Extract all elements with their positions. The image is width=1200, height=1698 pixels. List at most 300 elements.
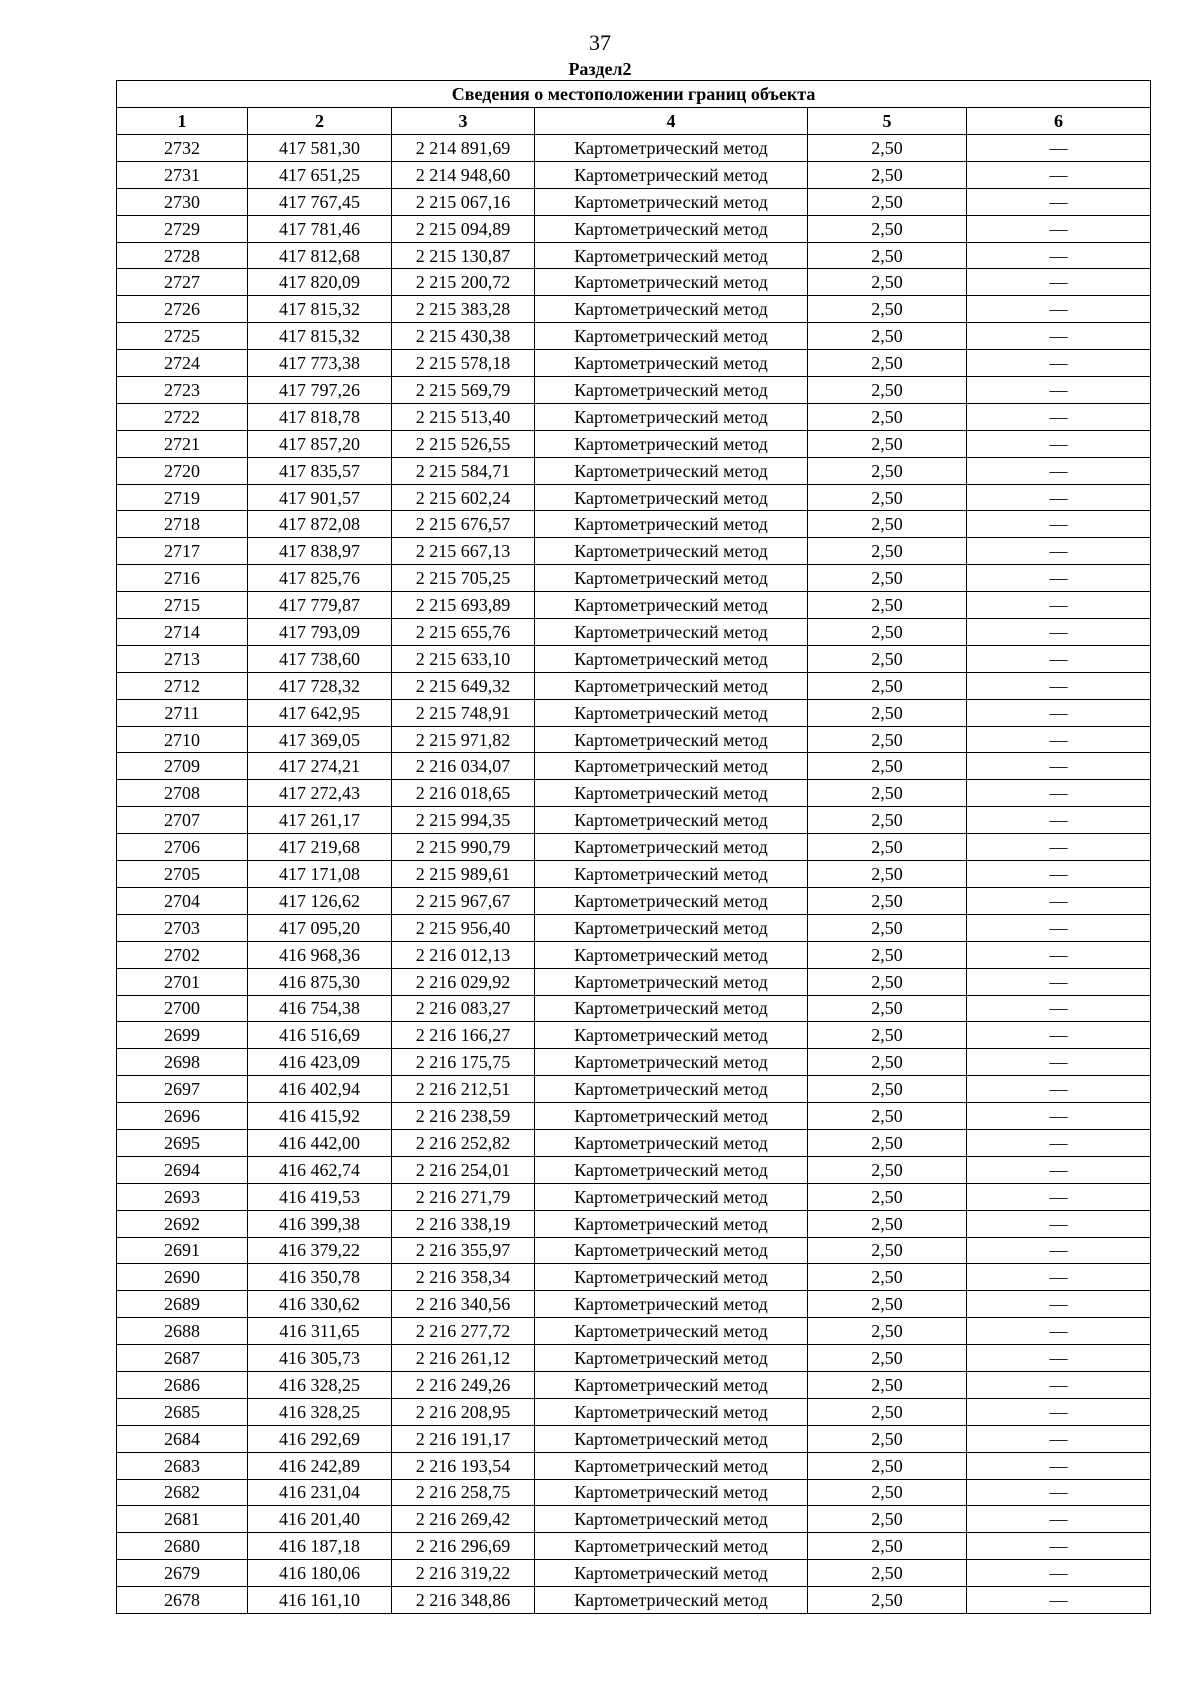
table-caption: Сведения о местоположении границ объекта — [117, 81, 1151, 108]
point-number-cell: 2691 — [117, 1237, 248, 1264]
table-row — [117, 753, 1151, 780]
accuracy-cell: 2,50 — [808, 1452, 967, 1479]
y-coordinate-cell: 2 216 034,07 — [392, 753, 535, 780]
point-number-cell: 2713 — [117, 645, 248, 672]
note-cell: — — [967, 511, 1151, 538]
table-row — [117, 1318, 1151, 1345]
point-number-cell: 2678 — [117, 1587, 248, 1614]
table-row — [117, 1103, 1151, 1130]
accuracy-cell: 2,50 — [808, 1049, 967, 1076]
note-cell: — — [967, 1479, 1151, 1506]
x-coordinate-cell: 416 423,09 — [248, 1049, 392, 1076]
accuracy-cell: 2,50 — [808, 1533, 967, 1560]
x-coordinate-cell: 417 779,87 — [248, 592, 392, 619]
point-number-cell: 2682 — [117, 1479, 248, 1506]
x-coordinate-cell: 416 187,18 — [248, 1533, 392, 1560]
x-coordinate-cell: 417 872,08 — [248, 511, 392, 538]
accuracy-cell: 2,50 — [808, 1183, 967, 1210]
accuracy-cell: 2,50 — [808, 968, 967, 995]
table-row — [117, 457, 1151, 484]
note-cell: — — [967, 834, 1151, 861]
method-cell: Картометрический метод — [535, 215, 808, 242]
point-number-cell: 2717 — [117, 538, 248, 565]
y-coordinate-cell: 2 215 649,32 — [392, 672, 535, 699]
point-number-cell: 2692 — [117, 1210, 248, 1237]
accuracy-cell: 2,50 — [808, 1560, 967, 1587]
accuracy-cell: 2,50 — [808, 1103, 967, 1130]
y-coordinate-cell: 2 216 358,34 — [392, 1264, 535, 1291]
accuracy-cell: 2,50 — [808, 1264, 967, 1291]
method-cell: Картометрический метод — [535, 1318, 808, 1345]
method-cell: Картометрический метод — [535, 1345, 808, 1372]
y-coordinate-cell: 2 216 271,79 — [392, 1183, 535, 1210]
y-coordinate-cell: 2 215 967,67 — [392, 887, 535, 914]
table-row — [117, 672, 1151, 699]
note-cell: — — [967, 377, 1151, 404]
accuracy-cell: 2,50 — [808, 807, 967, 834]
note-cell: — — [967, 269, 1151, 296]
y-coordinate-cell: 2 216 193,54 — [392, 1452, 535, 1479]
method-cell: Картометрический метод — [535, 672, 808, 699]
note-cell: — — [967, 887, 1151, 914]
method-cell: Картометрический метод — [535, 538, 808, 565]
y-coordinate-cell: 2 216 269,42 — [392, 1506, 535, 1533]
note-cell: — — [967, 296, 1151, 323]
y-coordinate-cell: 2 215 748,91 — [392, 699, 535, 726]
table-row — [117, 215, 1151, 242]
x-coordinate-cell: 416 379,22 — [248, 1237, 392, 1264]
y-coordinate-cell: 2 215 513,40 — [392, 403, 535, 430]
note-cell: — — [967, 1533, 1151, 1560]
method-cell: Картометрический метод — [535, 1452, 808, 1479]
accuracy-cell: 2,50 — [808, 1291, 967, 1318]
accuracy-cell: 2,50 — [808, 403, 967, 430]
point-number-cell: 2723 — [117, 377, 248, 404]
y-coordinate-cell: 2 216 012,13 — [392, 941, 535, 968]
method-cell: Картометрический метод — [535, 1371, 808, 1398]
method-cell: Картометрический метод — [535, 645, 808, 672]
note-cell: — — [967, 753, 1151, 780]
note-cell: — — [967, 350, 1151, 377]
y-coordinate-cell: 2 215 584,71 — [392, 457, 535, 484]
method-cell: Картометрический метод — [535, 430, 808, 457]
accuracy-cell: 2,50 — [808, 457, 967, 484]
x-coordinate-cell: 416 311,65 — [248, 1318, 392, 1345]
method-cell: Картометрический метод — [535, 1237, 808, 1264]
method-cell: Картометрический метод — [535, 1587, 808, 1614]
accuracy-cell: 2,50 — [808, 1345, 967, 1372]
column-header: 3 — [392, 108, 535, 135]
table-caption-row — [117, 81, 1151, 108]
point-number-cell: 2719 — [117, 484, 248, 511]
note-cell: — — [967, 430, 1151, 457]
table-body — [117, 135, 1151, 1614]
x-coordinate-cell: 417 274,21 — [248, 753, 392, 780]
table-row — [117, 995, 1151, 1022]
table-row — [117, 1237, 1151, 1264]
x-coordinate-cell: 416 419,53 — [248, 1183, 392, 1210]
point-number-cell: 2718 — [117, 511, 248, 538]
method-cell: Картометрический метод — [535, 941, 808, 968]
accuracy-cell: 2,50 — [808, 726, 967, 753]
table-row — [117, 1076, 1151, 1103]
method-cell: Картометрический метод — [535, 323, 808, 350]
note-cell: — — [967, 215, 1151, 242]
accuracy-cell: 2,50 — [808, 188, 967, 215]
note-cell: — — [967, 699, 1151, 726]
table-row — [117, 377, 1151, 404]
accuracy-cell: 2,50 — [808, 672, 967, 699]
table-row — [117, 484, 1151, 511]
table-row — [117, 1022, 1151, 1049]
accuracy-cell: 2,50 — [808, 834, 967, 861]
point-number-cell: 2704 — [117, 887, 248, 914]
x-coordinate-cell: 416 242,89 — [248, 1452, 392, 1479]
method-cell: Картометрический метод — [535, 861, 808, 888]
y-coordinate-cell: 2 216 175,75 — [392, 1049, 535, 1076]
column-header: 6 — [967, 108, 1151, 135]
x-coordinate-cell: 417 651,25 — [248, 161, 392, 188]
method-cell: Картометрический метод — [535, 592, 808, 619]
table-row — [117, 941, 1151, 968]
method-cell: Картометрический метод — [535, 699, 808, 726]
note-cell: — — [967, 619, 1151, 646]
point-number-cell: 2725 — [117, 323, 248, 350]
y-coordinate-cell: 2 216 018,65 — [392, 780, 535, 807]
point-number-cell: 2683 — [117, 1452, 248, 1479]
y-coordinate-cell: 2 215 633,10 — [392, 645, 535, 672]
accuracy-cell: 2,50 — [808, 565, 967, 592]
note-cell: — — [967, 1291, 1151, 1318]
method-cell: Картометрический метод — [535, 1398, 808, 1425]
x-coordinate-cell: 417 793,09 — [248, 619, 392, 646]
method-cell: Картометрический метод — [535, 135, 808, 162]
accuracy-cell: 2,50 — [808, 753, 967, 780]
note-cell: — — [967, 323, 1151, 350]
table-row — [117, 1371, 1151, 1398]
boundary-coordinates-table — [116, 80, 1151, 1614]
point-number-cell: 2722 — [117, 403, 248, 430]
accuracy-cell: 2,50 — [808, 511, 967, 538]
method-cell: Картометрический метод — [535, 780, 808, 807]
y-coordinate-cell: 2 214 948,60 — [392, 161, 535, 188]
point-number-cell: 2708 — [117, 780, 248, 807]
note-cell: — — [967, 726, 1151, 753]
method-cell: Картометрический метод — [535, 1183, 808, 1210]
table-row — [117, 161, 1151, 188]
accuracy-cell: 2,50 — [808, 1318, 967, 1345]
note-cell: — — [967, 1103, 1151, 1130]
accuracy-cell: 2,50 — [808, 1076, 967, 1103]
table-row — [117, 807, 1151, 834]
note-cell: — — [967, 135, 1151, 162]
y-coordinate-cell: 2 216 319,22 — [392, 1560, 535, 1587]
note-cell: — — [967, 1210, 1151, 1237]
note-cell: — — [967, 1587, 1151, 1614]
y-coordinate-cell: 2 216 254,01 — [392, 1156, 535, 1183]
y-coordinate-cell: 2 216 296,69 — [392, 1533, 535, 1560]
method-cell: Картометрический метод — [535, 161, 808, 188]
x-coordinate-cell: 417 818,78 — [248, 403, 392, 430]
accuracy-cell: 2,50 — [808, 1587, 967, 1614]
y-coordinate-cell: 2 215 676,57 — [392, 511, 535, 538]
accuracy-cell: 2,50 — [808, 887, 967, 914]
table-row — [117, 834, 1151, 861]
table-header-row — [117, 108, 1151, 135]
table-row — [117, 296, 1151, 323]
x-coordinate-cell: 416 330,62 — [248, 1291, 392, 1318]
table-row — [117, 726, 1151, 753]
table-row — [117, 242, 1151, 269]
table-row — [117, 565, 1151, 592]
accuracy-cell: 2,50 — [808, 914, 967, 941]
method-cell: Картометрический метод — [535, 1264, 808, 1291]
y-coordinate-cell: 2 215 526,55 — [392, 430, 535, 457]
note-cell: — — [967, 1049, 1151, 1076]
accuracy-cell: 2,50 — [808, 161, 967, 188]
y-coordinate-cell: 2 215 130,87 — [392, 242, 535, 269]
method-cell: Картометрический метод — [535, 1129, 808, 1156]
x-coordinate-cell: 416 328,25 — [248, 1398, 392, 1425]
x-coordinate-cell: 417 857,20 — [248, 430, 392, 457]
table-row — [117, 1533, 1151, 1560]
table-row — [117, 1156, 1151, 1183]
table-row — [117, 1210, 1151, 1237]
table-row — [117, 1506, 1151, 1533]
method-cell: Картометрический метод — [535, 834, 808, 861]
x-coordinate-cell: 416 516,69 — [248, 1022, 392, 1049]
x-coordinate-cell: 416 180,06 — [248, 1560, 392, 1587]
table-row — [117, 1264, 1151, 1291]
table-row — [117, 1183, 1151, 1210]
x-coordinate-cell: 416 402,94 — [248, 1076, 392, 1103]
point-number-cell: 2707 — [117, 807, 248, 834]
accuracy-cell: 2,50 — [808, 538, 967, 565]
table-row — [117, 861, 1151, 888]
method-cell: Картометрический метод — [535, 484, 808, 511]
accuracy-cell: 2,50 — [808, 269, 967, 296]
x-coordinate-cell: 417 581,30 — [248, 135, 392, 162]
x-coordinate-cell: 416 442,00 — [248, 1129, 392, 1156]
method-cell: Картометрический метод — [535, 269, 808, 296]
note-cell: — — [967, 861, 1151, 888]
note-cell: — — [967, 457, 1151, 484]
point-number-cell: 2712 — [117, 672, 248, 699]
note-cell: — — [967, 1452, 1151, 1479]
accuracy-cell: 2,50 — [808, 1371, 967, 1398]
x-coordinate-cell: 417 838,97 — [248, 538, 392, 565]
note-cell: — — [967, 242, 1151, 269]
x-coordinate-cell: 416 305,73 — [248, 1345, 392, 1372]
column-header: 1 — [117, 108, 248, 135]
accuracy-cell: 2,50 — [808, 861, 967, 888]
accuracy-cell: 2,50 — [808, 1237, 967, 1264]
accuracy-cell: 2,50 — [808, 1129, 967, 1156]
point-number-cell: 2694 — [117, 1156, 248, 1183]
y-coordinate-cell: 2 215 989,61 — [392, 861, 535, 888]
x-coordinate-cell: 417 095,20 — [248, 914, 392, 941]
x-coordinate-cell: 416 462,74 — [248, 1156, 392, 1183]
note-cell: — — [967, 161, 1151, 188]
point-number-cell: 2728 — [117, 242, 248, 269]
accuracy-cell: 2,50 — [808, 592, 967, 619]
point-number-cell: 2693 — [117, 1183, 248, 1210]
note-cell: — — [967, 1237, 1151, 1264]
y-coordinate-cell: 2 216 029,92 — [392, 968, 535, 995]
method-cell: Картометрический метод — [535, 350, 808, 377]
y-coordinate-cell: 2 215 569,79 — [392, 377, 535, 404]
y-coordinate-cell: 2 215 994,35 — [392, 807, 535, 834]
y-coordinate-cell: 2 215 655,76 — [392, 619, 535, 646]
x-coordinate-cell: 416 754,38 — [248, 995, 392, 1022]
method-cell: Картометрический метод — [535, 565, 808, 592]
method-cell: Картометрический метод — [535, 1076, 808, 1103]
x-coordinate-cell: 417 171,08 — [248, 861, 392, 888]
note-cell: — — [967, 1183, 1151, 1210]
table-row — [117, 1345, 1151, 1372]
note-cell: — — [967, 592, 1151, 619]
note-cell: — — [967, 1506, 1151, 1533]
accuracy-cell: 2,50 — [808, 645, 967, 672]
method-cell: Картометрический метод — [535, 968, 808, 995]
point-number-cell: 2710 — [117, 726, 248, 753]
x-coordinate-cell: 417 820,09 — [248, 269, 392, 296]
table-row — [117, 1452, 1151, 1479]
method-cell: Картометрический метод — [535, 511, 808, 538]
table-row — [117, 1560, 1151, 1587]
note-cell: — — [967, 941, 1151, 968]
y-coordinate-cell: 2 215 602,24 — [392, 484, 535, 511]
table-row — [117, 619, 1151, 646]
x-coordinate-cell: 417 835,57 — [248, 457, 392, 484]
x-coordinate-cell: 417 773,38 — [248, 350, 392, 377]
table-row — [117, 1587, 1151, 1614]
y-coordinate-cell: 2 216 166,27 — [392, 1022, 535, 1049]
method-cell: Картометрический метод — [535, 1560, 808, 1587]
method-cell: Картометрический метод — [535, 1506, 808, 1533]
note-cell: — — [967, 645, 1151, 672]
method-cell: Картометрический метод — [535, 296, 808, 323]
y-coordinate-cell: 2 216 212,51 — [392, 1076, 535, 1103]
y-coordinate-cell: 2 215 383,28 — [392, 296, 535, 323]
method-cell: Картометрический метод — [535, 1022, 808, 1049]
point-number-cell: 2680 — [117, 1533, 248, 1560]
point-number-cell: 2684 — [117, 1425, 248, 1452]
note-cell: — — [967, 914, 1151, 941]
table-row — [117, 350, 1151, 377]
note-cell: — — [967, 1371, 1151, 1398]
note-cell: — — [967, 1076, 1151, 1103]
table-row — [117, 1425, 1151, 1452]
column-header: 4 — [535, 108, 808, 135]
x-coordinate-cell: 416 328,25 — [248, 1371, 392, 1398]
column-header: 2 — [248, 108, 392, 135]
x-coordinate-cell: 417 901,57 — [248, 484, 392, 511]
point-number-cell: 2716 — [117, 565, 248, 592]
y-coordinate-cell: 2 216 238,59 — [392, 1103, 535, 1130]
point-number-cell: 2698 — [117, 1049, 248, 1076]
accuracy-cell: 2,50 — [808, 323, 967, 350]
point-number-cell: 2730 — [117, 188, 248, 215]
accuracy-cell: 2,50 — [808, 1425, 967, 1452]
y-coordinate-cell: 2 215 705,25 — [392, 565, 535, 592]
x-coordinate-cell: 417 738,60 — [248, 645, 392, 672]
method-cell: Картометрический метод — [535, 887, 808, 914]
method-cell: Картометрический метод — [535, 1533, 808, 1560]
point-number-cell: 2685 — [117, 1398, 248, 1425]
y-coordinate-cell: 2 216 348,86 — [392, 1587, 535, 1614]
point-number-cell: 2715 — [117, 592, 248, 619]
note-cell: — — [967, 538, 1151, 565]
section-title: Раздел2 — [568, 59, 632, 79]
table-row — [117, 780, 1151, 807]
table-row — [117, 323, 1151, 350]
y-coordinate-cell: 2 215 956,40 — [392, 914, 535, 941]
y-coordinate-cell: 2 215 990,79 — [392, 834, 535, 861]
method-cell: Картометрический метод — [535, 1291, 808, 1318]
method-cell: Картометрический метод — [535, 1049, 808, 1076]
x-coordinate-cell: 416 399,38 — [248, 1210, 392, 1237]
point-number-cell: 2731 — [117, 161, 248, 188]
method-cell: Картометрический метод — [535, 753, 808, 780]
point-number-cell: 2726 — [117, 296, 248, 323]
note-cell: — — [967, 1022, 1151, 1049]
y-coordinate-cell: 2 216 083,27 — [392, 995, 535, 1022]
method-cell: Картометрический метод — [535, 1479, 808, 1506]
accuracy-cell: 2,50 — [808, 135, 967, 162]
x-coordinate-cell: 417 728,32 — [248, 672, 392, 699]
table-row — [117, 511, 1151, 538]
accuracy-cell: 2,50 — [808, 1506, 967, 1533]
y-coordinate-cell: 2 216 208,95 — [392, 1398, 535, 1425]
method-cell: Картометрический метод — [535, 1103, 808, 1130]
y-coordinate-cell: 2 215 578,18 — [392, 350, 535, 377]
point-number-cell: 2721 — [117, 430, 248, 457]
note-cell: — — [967, 1425, 1151, 1452]
x-coordinate-cell: 416 231,04 — [248, 1479, 392, 1506]
note-cell: — — [967, 995, 1151, 1022]
y-coordinate-cell: 2 215 693,89 — [392, 592, 535, 619]
point-number-cell: 2700 — [117, 995, 248, 1022]
point-number-cell: 2697 — [117, 1076, 248, 1103]
x-coordinate-cell: 417 272,43 — [248, 780, 392, 807]
y-coordinate-cell: 2 216 261,12 — [392, 1345, 535, 1372]
accuracy-cell: 2,50 — [808, 430, 967, 457]
table-row — [117, 135, 1151, 162]
method-cell: Картометрический метод — [535, 403, 808, 430]
point-number-cell: 2714 — [117, 619, 248, 646]
table-row — [117, 592, 1151, 619]
x-coordinate-cell: 417 781,46 — [248, 215, 392, 242]
y-coordinate-cell: 2 216 258,75 — [392, 1479, 535, 1506]
x-coordinate-cell: 417 815,32 — [248, 296, 392, 323]
note-cell: — — [967, 780, 1151, 807]
y-coordinate-cell: 2 216 191,17 — [392, 1425, 535, 1452]
point-number-cell: 2709 — [117, 753, 248, 780]
accuracy-cell: 2,50 — [808, 1156, 967, 1183]
table-row — [117, 1049, 1151, 1076]
accuracy-cell: 2,50 — [808, 215, 967, 242]
method-cell: Картометрический метод — [535, 807, 808, 834]
table-row — [117, 645, 1151, 672]
note-cell: — — [967, 484, 1151, 511]
accuracy-cell: 2,50 — [808, 1479, 967, 1506]
y-coordinate-cell: 2 216 340,56 — [392, 1291, 535, 1318]
x-coordinate-cell: 417 219,68 — [248, 834, 392, 861]
accuracy-cell: 2,50 — [808, 619, 967, 646]
note-cell: — — [967, 1129, 1151, 1156]
accuracy-cell: 2,50 — [808, 484, 967, 511]
